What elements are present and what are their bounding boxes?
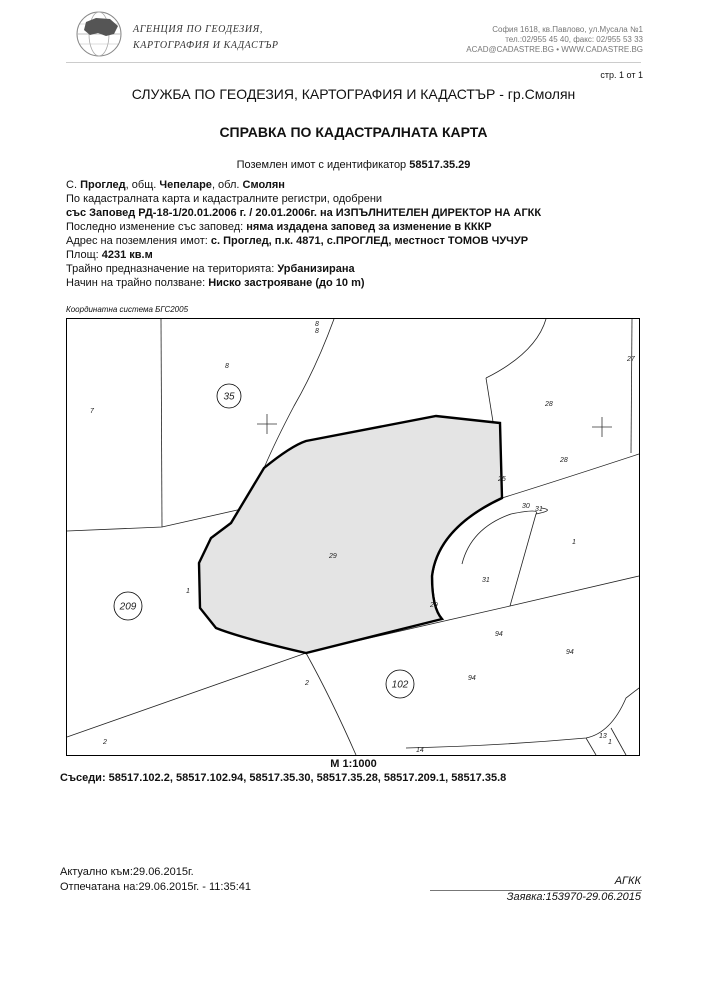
- location-prefix: С.: [66, 179, 81, 191]
- last-change-label: Последно изменение със заповед:: [66, 221, 247, 233]
- usage-value: Ниско застрояване (до 10 m): [208, 277, 365, 289]
- neighbours-label: Съседи:: [60, 772, 109, 784]
- address-line: [66, 234, 541, 248]
- approved-text: По кадастралната карта и кадастралните регистри, одобрени: [66, 193, 383, 205]
- label-2: 2: [305, 680, 309, 687]
- footer-dates: [60, 865, 251, 895]
- location-line: [66, 178, 541, 192]
- label-30: 30: [522, 503, 530, 510]
- municipality: Чепеларе: [159, 179, 212, 191]
- label-14: 14: [416, 747, 424, 754]
- request-number: Заявка:153970-29.06.2015: [506, 891, 641, 903]
- label-94: 94: [468, 675, 476, 682]
- printed-date: Отпечатана на:29.06.2015г. - 11:35:41: [60, 881, 251, 893]
- region: Смолян: [242, 179, 285, 191]
- label-94: 94: [566, 649, 574, 656]
- area-line: [66, 248, 541, 262]
- contact-phone: тел.:02/955 45 40, факс: 02/955 53 33: [505, 35, 643, 44]
- address-label: Адрес на поземления имот:: [66, 235, 211, 247]
- label-8: 8: [225, 363, 229, 370]
- label-25: 25: [498, 476, 506, 483]
- circle-102: 102: [391, 679, 409, 691]
- village: Проглед: [80, 179, 126, 191]
- footer-agency: АГКК: [614, 875, 641, 887]
- circle-35: 35: [223, 391, 235, 403]
- cadastral-map: [66, 318, 640, 756]
- service-name: СЛУЖБА ПО ГЕОДЕЗИЯ, КАРТОГРАФИЯ И КАДАСТЪР - гр.Смолян: [131, 86, 576, 102]
- parcel-info: [66, 178, 541, 290]
- label-8: 8: [315, 321, 319, 328]
- neighbours-list: 58517.102.2, 58517.102.94, 58517.35.30, 58517.35.28, 58517.209.1, 58517.35.8: [108, 772, 507, 784]
- last-change-line: [66, 220, 541, 234]
- purpose-label: Трайно предназначение на територията:: [66, 263, 278, 275]
- label-27: 27: [627, 356, 635, 363]
- usage-line: [66, 276, 541, 290]
- agency-contact: [466, 25, 643, 55]
- contact-web: ACAD@CADASTRE.BG • WWW.CADASTRE.BG: [466, 45, 643, 54]
- document-title: СПРАВКА ПО КАДАСТРАЛНАТА КАРТА: [219, 124, 488, 140]
- label-8: 8: [315, 328, 319, 335]
- parcel-label: Поземлен имот с идентификатор: [236, 159, 407, 171]
- map-scale: М 1:1000: [330, 758, 377, 770]
- label-94: 94: [495, 631, 503, 638]
- approval-order: със Заповед РД-18-1/20.01.2006 г. / 20.01.2006г. на ИЗПЪЛНИТЕЛЕН ДИРЕКТОР НА АГКК: [66, 207, 542, 219]
- page-number: стр. 1 от 1: [600, 70, 643, 80]
- area-value: 4231 кв.м: [101, 249, 153, 261]
- region-prefix: , обл.: [211, 179, 243, 191]
- purpose-line: [66, 262, 541, 276]
- updated-date: Актуално към:29.06.2015г.: [60, 866, 194, 878]
- agency-logo: [68, 8, 130, 58]
- label-28: 28: [560, 457, 568, 464]
- label-1: 1: [186, 588, 190, 595]
- coordinate-system: Координатна система БГС2005: [66, 305, 189, 314]
- usage-label: Начин на трайно ползване:: [66, 277, 209, 289]
- label-28: 28: [545, 401, 553, 408]
- label-31: 31: [482, 577, 490, 584]
- label-29: 29: [430, 602, 438, 609]
- label-13: 13: [599, 733, 607, 740]
- label-31: 31: [535, 506, 543, 513]
- agency-name-line2: КАРТОГРАФИЯ И КАДАСТЪР: [133, 40, 279, 51]
- label-29: 29: [329, 553, 337, 560]
- agency-name-line1: АГЕНЦИЯ ПО ГЕОДЕЗИЯ,: [133, 24, 263, 35]
- area-label: Площ:: [66, 249, 102, 261]
- last-change-value: няма издадена заповед за изменение в КККР: [246, 221, 492, 233]
- contact-address: София 1618, кв.Павлово, ул.Мусала №1: [492, 25, 643, 34]
- parcel-identifier: [0, 159, 707, 171]
- neighbours-line: [60, 772, 506, 784]
- label-1: 1: [608, 739, 612, 746]
- agency-name: [133, 22, 279, 54]
- municipality-prefix: , общ.: [125, 179, 160, 191]
- purpose-value: Урбанизирана: [277, 263, 355, 275]
- label-2: 2: [103, 739, 107, 746]
- header-divider: [66, 62, 641, 63]
- address-value: с. Проглед, п.к. 4871, с.ПРОГЛЕД, местност ТОМОВ ЧУЧУР: [210, 235, 529, 247]
- label-1: 1: [572, 539, 576, 546]
- label-7: 7: [90, 408, 94, 415]
- parcel-id: 58517.35.29: [409, 159, 471, 171]
- circle-209: 209: [119, 601, 137, 613]
